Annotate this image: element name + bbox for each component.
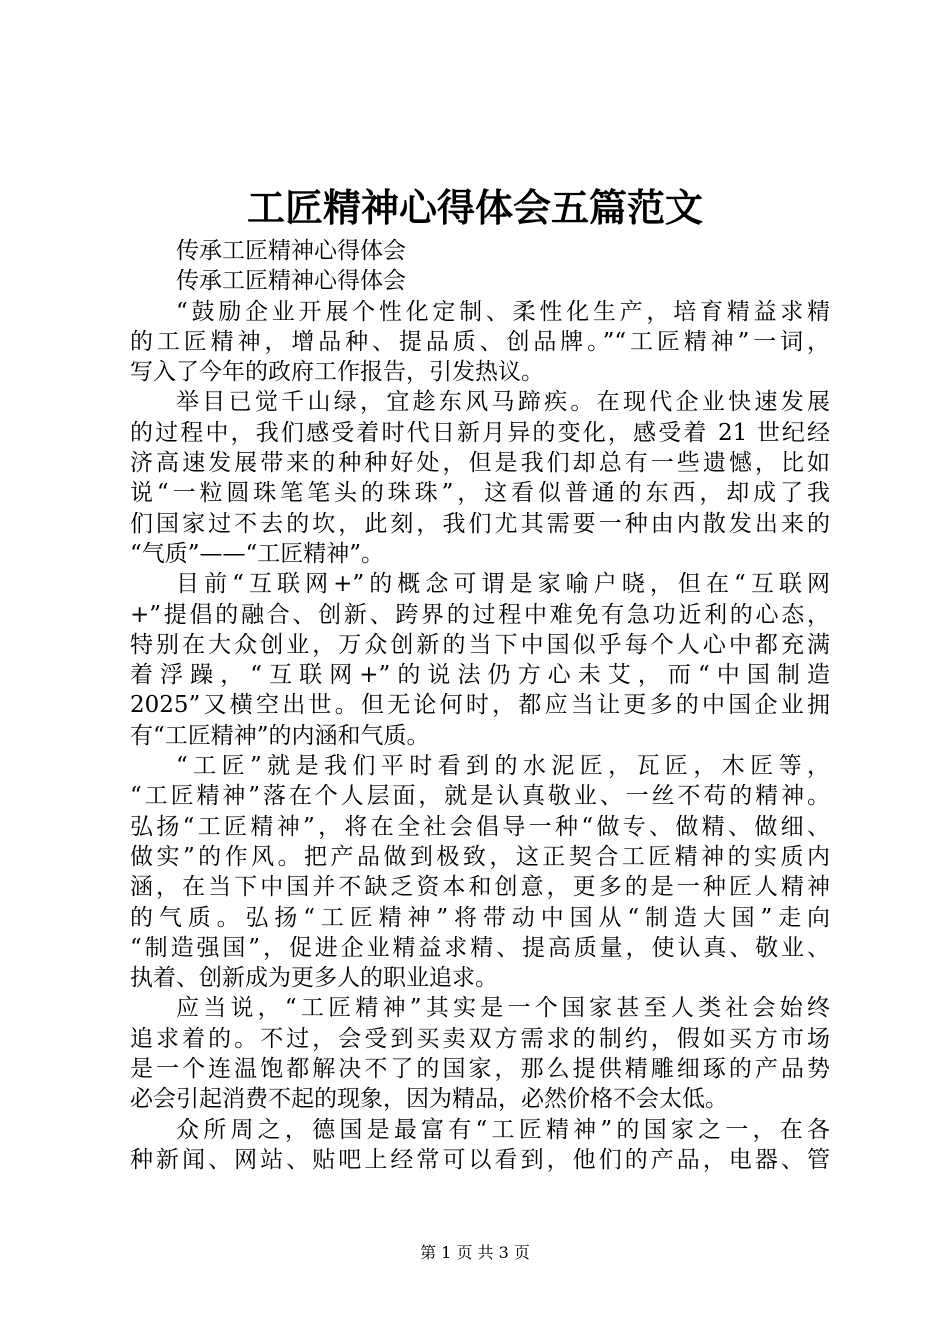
body-line: “气质”——“工匠精神”。: [130, 540, 385, 567]
document-title: 工匠精神心得体会五篇范文: [246, 185, 703, 230]
page-footer: 第 1 页 共 3 页: [420, 1243, 530, 1262]
body-line: 着浮躁，“互联网+”的说法仍方心未艾，而“中国制造: [130, 662, 830, 689]
body-line: 应当说，“工匠精神”其实是一个国家甚至人类社会始终: [176, 995, 830, 1022]
body-line: +”提倡的融合、创新、跨界的过程中难免有急功近利的心态，: [130, 601, 830, 628]
body-line: 的工匠精神，增品种、提品质、创品牌。”“工匠精神”一词，: [130, 328, 830, 355]
body-line: 目前“互联网+”的概念可谓是家喻户晓，但在“互联网: [176, 571, 830, 598]
body-line: “工匠”就是我们平时看到的水泥匠，瓦匠，木匠等，: [176, 753, 830, 780]
body-line: 们国家过不去的坎，此刻，我们尤其需要一种由内散发出来的: [130, 510, 830, 537]
body-line: 执着、创新成为更多人的职业追求。: [130, 965, 498, 992]
body-line: 是一个连温饱都解决不了的国家，那么提供精雕细琢的产品势: [130, 1056, 830, 1083]
body-line: 说“一粒圆珠笔笔头的珠珠”，这看似普通的东西，却成了我: [130, 480, 830, 507]
body-line: 必会引起消费不起的现象，因为精品，必然价格不会太低。: [130, 1086, 728, 1113]
body-line: 2025”又横空出世。但无论何时，都应当让更多的中国企业拥: [130, 692, 830, 719]
body-line: 的过程中，我们感受着时代日新月异的变化，感受着 21 世纪经: [130, 419, 830, 446]
body-line: “工匠精神”落在个人层面，就是认真敬业、一丝不苟的精神。: [130, 783, 830, 810]
document-body: [130, 236, 830, 1175]
body-line: 写入了今年的政府工作报告，引发热议。: [130, 359, 544, 386]
body-line: 种新闻、网站、贴吧上经常可以看到，他们的产品，电器、管: [130, 1146, 830, 1173]
body-line: 特别在大众创业，万众创新的当下中国似乎每个人心中都充满: [130, 631, 830, 658]
body-line: 众所周之，德国是最富有“工匠精神”的国家之一，在各: [176, 1116, 830, 1143]
body-line: 举目已觉千山绿，宜趁东风马蹄疾。在现代企业快速发展: [176, 389, 830, 416]
body-line: “制造强国”，促进企业精益求精、提高质量，使认真、敬业、: [130, 934, 830, 961]
body-line: 济高速发展带来的种种好处，但是我们却总有一些遗憾，比如: [130, 450, 830, 477]
body-line: 有“工匠精神”的内涵和气质。: [130, 722, 430, 749]
body-line: 涵，在当下中国并不缺乏资本和创意，更多的是一种匠人精神: [130, 874, 830, 901]
body-line: 的气质。弘扬“工匠精神”将带动中国从“制造大国”走向: [130, 904, 830, 931]
body-line: 弘扬“工匠精神”，将在全社会倡导一种“做专、做精、做细、: [130, 813, 830, 840]
body-line: 做实”的作风。把产品做到极致，这正契合工匠精神的实质内: [130, 843, 830, 870]
body-line: 追求着的。不过，会受到买卖双方需求的制约，假如买方市场: [130, 1025, 830, 1052]
body-line: 传承工匠精神心得体会: [176, 268, 406, 295]
body-line: “鼓励企业开展个性化定制、柔性化生产，培育精益求精: [176, 298, 830, 325]
body-line: 传承工匠精神心得体会: [176, 238, 406, 264]
